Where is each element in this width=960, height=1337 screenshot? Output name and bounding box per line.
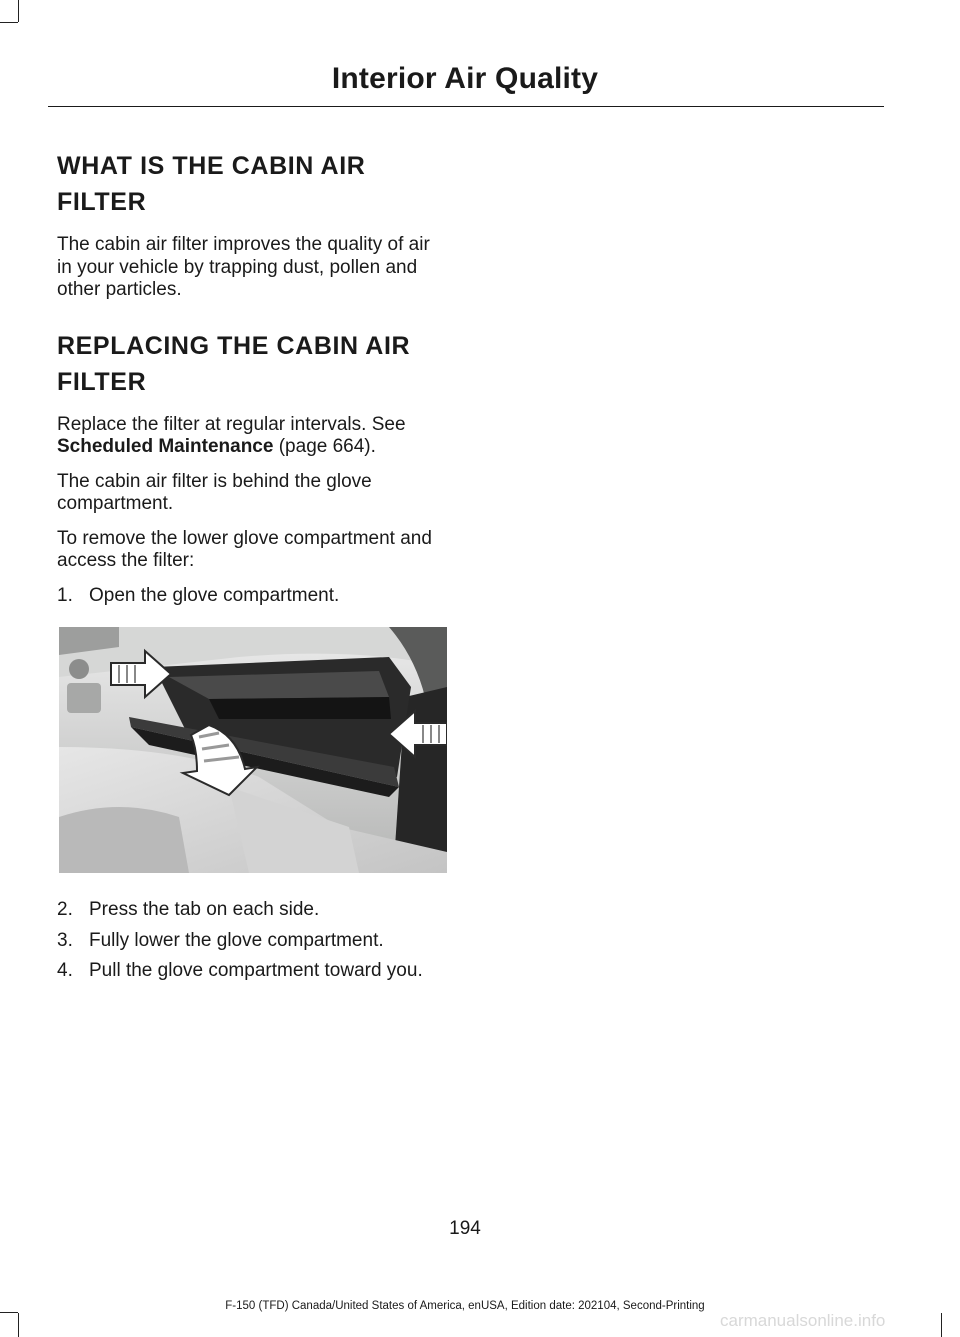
paragraph: The cabin air filter is behind the glove compartment. [57, 470, 372, 514]
scheduled-maintenance-link[interactable]: Scheduled Maintenance [57, 436, 274, 457]
watermark: carmanualsonline.info [720, 1311, 886, 1330]
paragraph: To remove the lower glove compartment and access the filter: [57, 527, 432, 571]
glove-compartment-illustration [59, 627, 447, 873]
crop-mark [18, 1313, 19, 1337]
crop-mark [0, 1312, 18, 1313]
list-item: 4. Pull the glove compartment toward you. [57, 960, 423, 981]
edition-footer: F-150 (TFD) Canada/United States of America, enUSA, Edition date: 202104, Second-Printing [225, 1300, 705, 1312]
crop-mark [18, 0, 19, 22]
paragraph: The cabin air filter improves the quality of air in your vehicle by trapping dust, pollen and other particles. [57, 234, 430, 300]
section-heading: WHAT IS THE CABIN AIR FILTER [57, 152, 366, 216]
list-item: 1. Open the glove compartment. [57, 584, 340, 606]
paragraph: Replace the filter at regular intervals. See Scheduled Maintenance (page 664). [57, 413, 406, 457]
crop-mark [0, 22, 18, 23]
list-item: 3. Fully lower the glove compartment. [57, 929, 384, 951]
section-heading: REPLACING THE CABIN AIR FILTER [57, 331, 411, 396]
page-number: 194 [449, 1218, 481, 1239]
header-divider [48, 106, 884, 107]
crop-mark [941, 1313, 942, 1337]
list-item: 2. Press the tab on each side. [57, 899, 320, 920]
page-header-title: Interior Air Quality [331, 62, 599, 95]
content-column [57, 148, 449, 983]
